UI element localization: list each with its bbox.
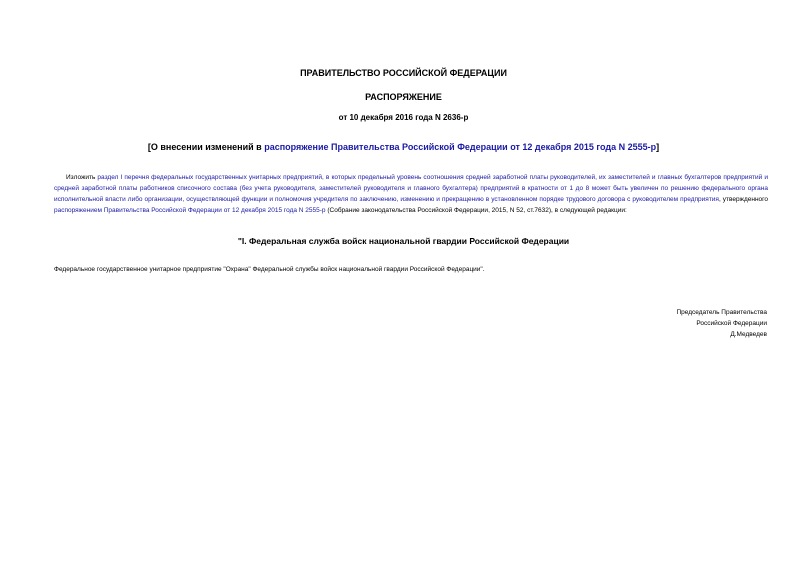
signature-name: Д.Медведев	[730, 331, 767, 338]
body-part-3: (Собрание законодательства Российской Федерации, 2015, N 52, ст.7632), в следующей редакции:	[325, 207, 627, 214]
body-part-1: Изложить	[66, 174, 98, 181]
government-heading: ПРАВИТЕЛЬСТВО РОССИЙСКОЙ ФЕДЕРАЦИИ	[300, 68, 507, 78]
document-type-heading: РАСПОРЯЖЕНИЕ	[365, 92, 442, 102]
section-title: "I. Федеральная служба войск национальной гвардии Российской Федерации	[237, 236, 570, 246]
body-decree-link[interactable]: распоряжением Правительства Российской Федерации от 12 декабря 2015 года N 2555-р	[54, 207, 326, 214]
signature-line-1: Председатель Правительства	[676, 309, 767, 316]
title-suffix: ]	[656, 142, 660, 152]
title-decree-link[interactable]: распоряжение Правительства Российской Федерации от 12 декабря 2015 года N 2555-р	[264, 142, 657, 152]
enterprise-line: Федеральное государственное унитарное предприятие "Охрана" Федеральной службы войск национальной гвардии Российской Федерации".	[54, 266, 485, 273]
body-paragraph	[54, 172, 768, 216]
title-prefix: [О внесении изменений в	[147, 142, 265, 152]
date-number-heading: от 10 декабря 2016 года N 2636-р	[338, 113, 469, 122]
body-part-2: , утвержденного	[718, 196, 769, 203]
signature-block	[676, 307, 767, 340]
document-title	[0, 142, 807, 152]
signature-line-2: Российской Федерации	[696, 320, 767, 327]
body-section-link[interactable]: раздел I перечня федеральных государственных унитарных предприятий, в которых предельный уровень соотношения средней заработной платы руководителей, их заместителей и главных бухгалтеров предприятий и средней заработной платы работников списочного состава (без учета руководителя, заместителей руководителя и главного бухгалтера) предприятий в кратности от 1 до 8 может быть увеличен по решению федерального органа исполнительной власти либо организации, осуществляющей функции и полномочия учредителя по заключению, изменению и прекращению в установленном порядке трудового договора с руководителем предприятия	[54, 174, 768, 203]
